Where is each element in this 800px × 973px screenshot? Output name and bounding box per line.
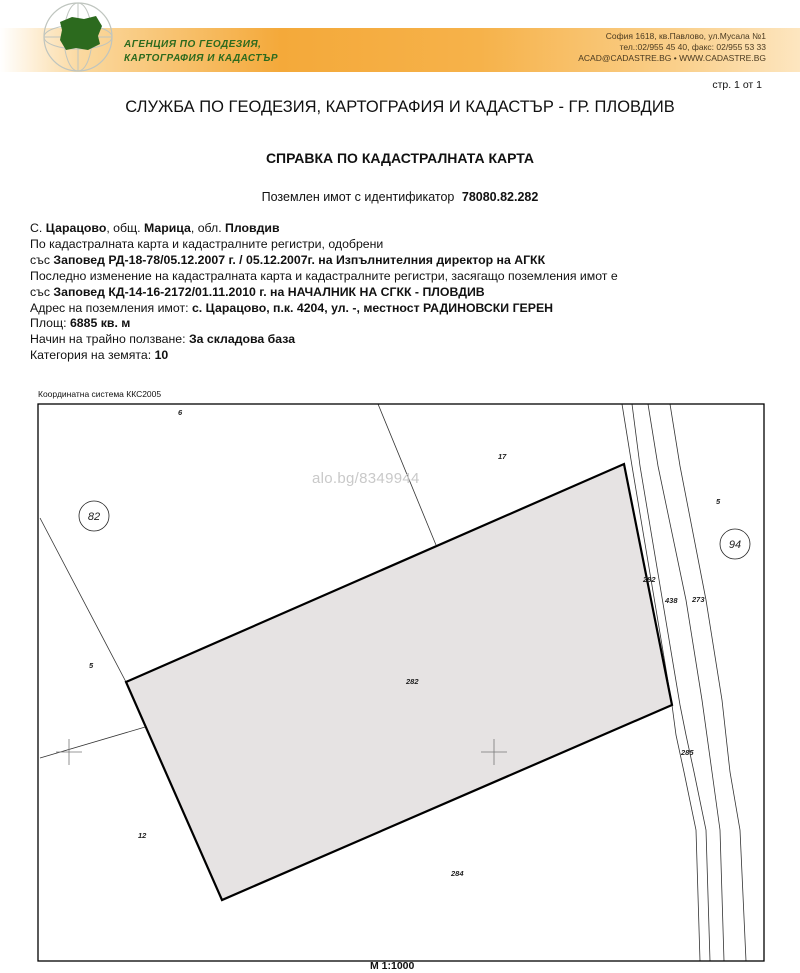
info-text: Адрес на поземления имот: — [30, 300, 192, 315]
info-settlement — [30, 221, 790, 237]
info-order-approval — [30, 253, 790, 269]
info-address — [30, 301, 790, 317]
parcel-label-284: 284 — [451, 869, 464, 878]
boundary-line — [40, 518, 126, 682]
approval-order: Заповед РД-18-78/05.12.2007 г. / 05.12.2007г. на Изпълнителния директор на АГКК — [53, 252, 546, 267]
parcel-label-5-left: 5 — [89, 661, 94, 670]
agency-globe-logo — [38, 0, 118, 74]
agency-name — [124, 38, 278, 66]
info-text: Начин на трайно ползване: — [30, 332, 189, 347]
boundary-line — [40, 725, 152, 758]
agency-name-line1: АГЕНЦИЯ ПО ГЕОДЕЗИЯ, — [124, 39, 262, 50]
info-order-change — [30, 285, 790, 301]
parcel-label-17: 17 — [498, 452, 507, 461]
parcel-label-6: 6 — [178, 408, 183, 417]
parcel-label-5-right: 5 — [716, 497, 721, 506]
info-text: С. — [30, 221, 46, 235]
map-scale: М 1:1000 — [370, 960, 415, 972]
parcel-label-273: 273 — [692, 595, 705, 604]
identifier-label: Поземлен имот с идентификатор — [261, 190, 455, 204]
info-usage — [30, 332, 790, 348]
info-text: , обл. — [190, 221, 226, 235]
region-name: Пловдив — [225, 221, 280, 235]
agency-name-line2: КАРТОГРАФИЯ И КАДАСТЪР — [124, 53, 279, 64]
change-order: Заповед КД-14-16-2172/01.11.2010 г. на НАЧАЛНИК НА СГКК - ПЛОВДИВ — [53, 284, 485, 299]
land-category: 10 — [154, 348, 169, 363]
contact-phone: тел.:02/955 45 40, факс: 02/955 53 33 — [619, 42, 766, 52]
property-address: с. Царацово, п.к. 4204, ул. -, местност РАДИНОВСКИ ГЕРЕН — [191, 300, 554, 315]
page-number: стр. 1 от 1 — [712, 79, 762, 91]
document-title: СПРАВКА ПО КАДАСТРАЛНАТА КАРТА — [265, 150, 535, 166]
contact-address: София 1618, кв.Павлово, ул.Мусала №1 — [605, 31, 766, 41]
office-title: СЛУЖБА ПО ГЕОДЕЗИЯ, КАРТОГРАФИЯ И КАДАСТЪР - ГР. ПЛОВДИВ — [125, 98, 675, 116]
subject-parcel — [126, 464, 672, 900]
contact-web: ACAD@CADASTRE.BG • WWW.CADASTRE.BG — [578, 53, 766, 63]
info-text: със — [30, 252, 54, 267]
property-area: 6885 кв. м — [69, 316, 131, 331]
parcel-label-12: 12 — [138, 831, 147, 840]
info-text: със — [30, 284, 54, 299]
parcel-label-438: 438 — [665, 596, 678, 605]
info-text: , общ. — [106, 221, 144, 235]
agency-contacts — [578, 31, 766, 64]
parcel-label-282-strip: 282 — [643, 575, 656, 584]
info-area — [30, 316, 790, 332]
info-text: Категория на земята: — [30, 348, 155, 363]
info-category — [30, 348, 790, 364]
info-approved: По кадастралната карта и кадастралните регистри, одобрени — [30, 236, 384, 251]
settlement-name: Царацово — [45, 221, 107, 235]
road-edge-line — [670, 404, 746, 961]
block-number-82: 82 — [87, 511, 101, 523]
block-number-94: 94 — [728, 539, 742, 551]
watermark: alo.bg/8349944 — [312, 470, 420, 487]
parcel-label-285: 285 — [681, 748, 694, 757]
parcel-label-282-main: 282 — [406, 677, 419, 686]
coordinate-system-label: Координатна система ККС2005 — [38, 389, 162, 399]
identifier-value: 78080.82.282 — [461, 190, 539, 204]
identifier-line — [0, 190, 800, 204]
info-last-change: Последно изменение на кадастралната карта и кадастралните регистри, засягащо поземления имот е — [30, 268, 618, 283]
info-text: Площ: — [30, 316, 70, 331]
municipality-name: Марица — [144, 221, 191, 235]
property-info — [30, 221, 790, 364]
usage-type: За складова база — [188, 332, 296, 347]
